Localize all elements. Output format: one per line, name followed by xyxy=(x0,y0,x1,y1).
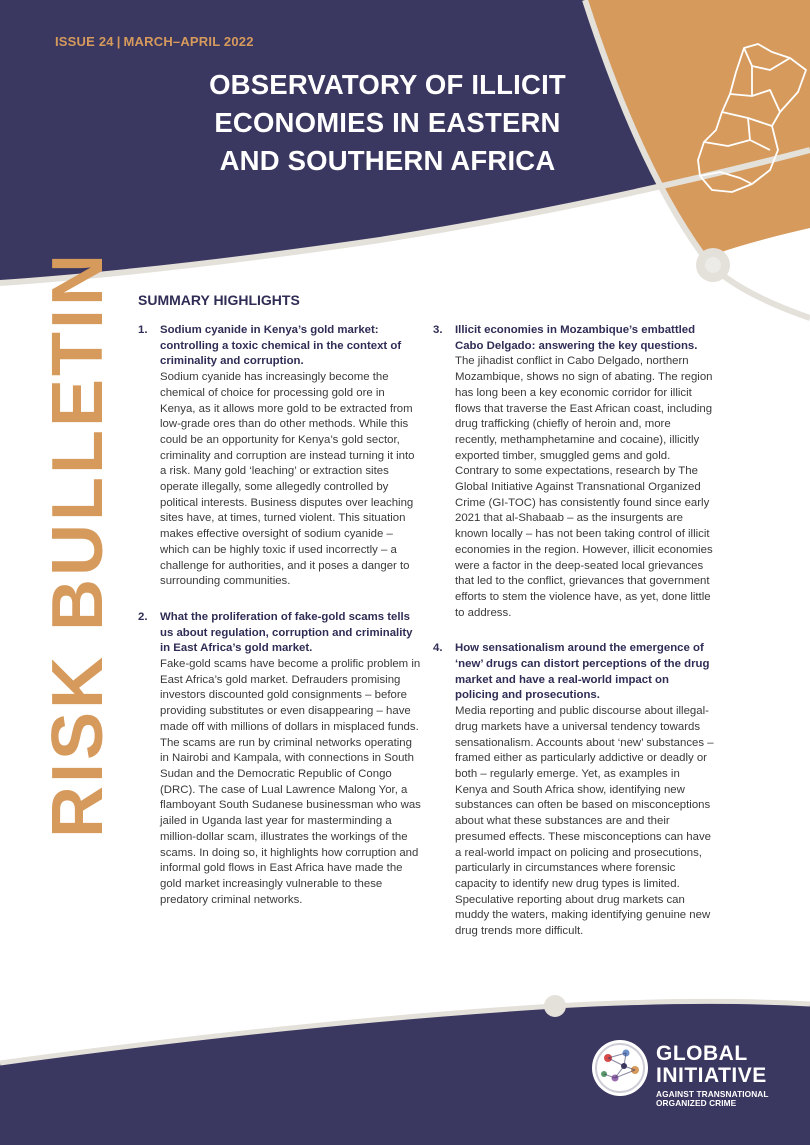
item-title: Illicit economies in Mozambique’s embattled Cabo Delgado: answering the key questions. xyxy=(455,324,698,352)
footer-band-node xyxy=(544,995,566,1017)
issue-number: ISSUE 24 xyxy=(55,34,114,49)
global-initiative-logo xyxy=(656,1043,769,1108)
item-number: 3. xyxy=(433,324,443,336)
right-column xyxy=(433,323,715,940)
highlight-item-4 xyxy=(433,641,715,939)
logo-line-1: GLOBAL xyxy=(656,1042,748,1065)
item-number: 2. xyxy=(138,610,148,623)
left-column xyxy=(138,323,423,908)
globe-logo-icon xyxy=(592,1040,648,1096)
issue-separator: | xyxy=(116,34,121,49)
issue-date: MARCH–APRIL 2022 xyxy=(123,34,254,49)
issue-line xyxy=(55,34,254,49)
title-line-2: ECONOMIES IN EASTERN xyxy=(214,107,561,138)
logo-line-3: AGAINST TRANSNATIONAL xyxy=(656,1089,769,1099)
logo-line-4: ORGANIZED CRIME xyxy=(656,1098,737,1109)
item-title: How sensationalism around the emergence of ‘new’ drugs can distort perceptions of the drug market and have a real-world impact on policing and prosecutions. xyxy=(455,642,710,702)
item-title: Sodium cyanide in Kenya’s gold market: controlling a toxic chemical in the context of criminality and corruption. xyxy=(160,324,402,368)
highlight-item-1 xyxy=(138,323,423,590)
title-line-1: OBSERVATORY OF ILLICIT xyxy=(209,69,566,100)
title-line-3: AND SOUTHERN AFRICA xyxy=(219,145,556,176)
item-body: The jihadist conflict in Cabo Delgado, northern Mozambique, shows no sign of abating. The region has long been a key economic corridor for illicit flows that traverse the East African coast, including drug trafficking (chiefly of heroin and, more recently, methamphetamine and cocaine), illicitly exported timber, smuggled gems and gold. Contrary to some expectations, research by The Global Initiative Against Transnational Organized Crime (GI-TOC) has consistently found since early 2021 that al-Shabaab – as the insurgents are known locally – has not been taking control of illicit economies in the region. However, illicit economies were a factor in the deep-seated local grievances that led to the conflict, grievances that government efforts to stem the violence have, as yet, done little to address. xyxy=(455,355,713,619)
item-number: 4. xyxy=(433,642,443,655)
highlight-item-3 xyxy=(433,323,715,621)
summary-heading: SUMMARY HIGHLIGHTS xyxy=(138,292,300,308)
risk-bulletin-vertical-title: RISK BULLETIN xyxy=(38,251,118,838)
highlight-item-2 xyxy=(138,610,423,908)
item-body: Sodium cyanide has increasingly become the chemical of choice for processing gold ore in Kenya, as it allows more gold to be extracted from low-grade ores than do other methods. While this could be an opportunity for Kenya’s gold sector, criminality and corruption are instead turning it into a risk. Many gold ‘leaching’ or extraction sites operate illegally, some allegedly controlled by political interests. Business disputes over leaching sites have, at times, turned violent. This situation makes effective oversight of sodium cyanide – which can be highly toxic if used incorrectly – a challenge for authorities, and it poses a danger to surrounding communities. xyxy=(160,371,415,588)
logo-line-2: INITIATIVE xyxy=(656,1064,767,1087)
item-number: 1. xyxy=(138,324,148,336)
band-node-small xyxy=(705,257,721,273)
item-body: Fake-gold scams have become a prolific problem in East Africa’s gold market. Defrauders promising investors discounted gold consignments – before providing substitutes or even disappearing – have made off with millions of dollars in misplaced funds. The scams are run by criminal networks operating in Nairobi and Kampala, with connections in South Sudan and the Democratic Republic of Congo (DRC). The case of Lual Lawrence Malong Yor, a flamboyant South Sudanese businessman who was jailed in Uganda last year for masterminding a million-dollar scam, illustrates the workings of the scams. In doing so, it highlights how corruption and informal gold flows in East Africa have made the gold market increasingly vulnerable to these predatory criminal networks. xyxy=(160,658,421,906)
page-title xyxy=(150,66,625,180)
item-body: Media reporting and public discourse about illegal-drug markets have a universal tendency towards sensationalism. Accounts about ‘new’ substances – framed either as particularly addictive or deadly or both – regularly emerge. Yet, as examples in Kenya and South Africa show, identifying new substances can often be based on misconceptions about what these substances are and their presumed effects. These misconceptions can have a real-world impact on policing and prosecutions, particularly in circumstances where forensic capacity to identify new drug types is limited. Speculative reporting about drug markets can muddy the waters, making identifying genuine new drug trends more difficult. xyxy=(455,705,714,938)
item-title: What the proliferation of fake-gold scams tells us about regulation, corruption and criminality in East Africa’s gold market. xyxy=(160,610,413,655)
